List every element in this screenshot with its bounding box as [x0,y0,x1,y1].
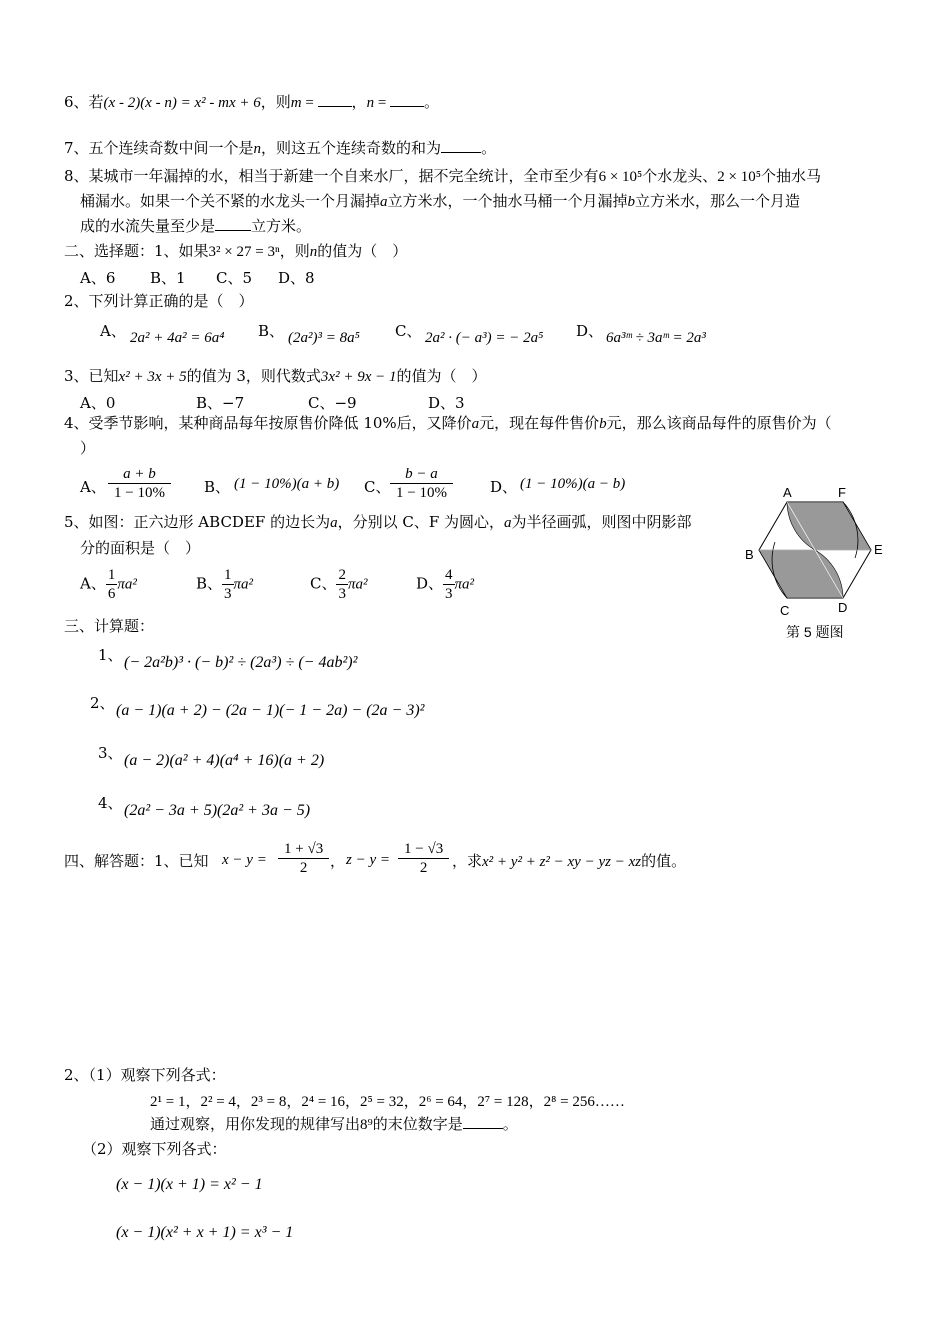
s4-n2: 1 − √3 [398,840,449,859]
q3-e2: 3x² + 9x − 1 [320,369,397,385]
q6-blank-n [390,92,424,107]
s2-opt-d: D、8 [278,269,315,287]
q5-opt-c [310,566,368,603]
s2-post2: 的值为（ ） [317,242,408,260]
q5-c-label: C、 [310,574,337,593]
q3-e1: x² + 3x + 5 [118,369,187,385]
q4-l1b: 元，现在每件售价 [479,414,600,432]
figure-caption: 第 5 题图 [786,624,844,640]
s2-opt-a: A、6 [80,269,116,287]
s4-d1: 2 [299,860,308,876]
q6-end: 。 [424,93,440,111]
section3-title: 三、计算题： [64,617,155,635]
calc-2-expr: (a − 1)(a + 2) − (2a − 1)(− 1 − 2a) − (2a − 3)² [116,702,425,719]
s4-post: 的值。 [641,852,687,870]
label-b: B [745,547,754,562]
q5-d-den: 3 [445,586,453,602]
q2-opt-d-label: D、 [576,322,604,340]
q6-mid: ，则 [260,93,291,111]
shaded-region-bottom [759,550,843,598]
q7-post: ，则这五个连续奇数的和为 [261,139,442,157]
q5-c-tail: πa² [347,576,368,593]
q5-l1b: ，分别以 C、F 为圆心， [337,513,504,531]
q8-l2b: 立方米水，一个抽水马桶一个月漏掉 [387,192,628,210]
calc-1-expr: (− 2a²b)³ · (− b)² ÷ (2a³) ÷ (− 4ab²)² [124,654,358,671]
q3-line [64,366,487,387]
q7-line [64,138,496,159]
q4-c-den: 1 − 10% [396,485,447,501]
q4-opt-a-frac [108,465,171,502]
q2b-formula2: (x − 1)(x² + x + 1) = x³ − 1 [116,1224,294,1241]
q4-opt-b-label: B、 [204,478,231,496]
q5-b-tail: πa² [233,576,254,593]
q4-line2: ） [80,439,96,457]
q5-b-label: B、 [196,574,223,593]
label-f: F [838,485,846,500]
q4-l1a: 4、受季节影响，某种商品每年按原售价降低 10%后，又降价 [64,414,472,432]
q4-opt-a-label: A、 [80,478,106,496]
q4-opt-c-label: C、 [364,478,391,496]
q3-mid: 的值为 3，则代数式 [186,367,321,385]
q3-pre: 3、已知 [64,367,119,385]
q8-l2c: 立方米水，那么一个月造 [635,192,801,210]
q6-blank-m [318,92,352,107]
s4-e3: x² + y² + z² − xy − yz − xz [482,854,642,870]
q7-end: 。 [481,139,497,157]
q6-label: 6、若 [64,93,104,111]
s2-expr: 3² × 27 = 3ⁿ [208,244,280,260]
q6-eq: = [301,95,318,111]
q5-a-num: 1 [107,567,116,583]
q5-d-tail: πa² [454,576,475,593]
q8-a: a [380,194,388,210]
shaded-region-top [787,502,871,550]
q8-l1b: 个水龙头、 [642,167,718,185]
q4-l1c: 元，那么该商品每件的原售价为（ [606,414,832,432]
q2-opt-a-label: A、 [100,322,126,340]
s4-e1: x − y = [222,852,267,868]
q4-a-num: a + b [108,465,171,484]
q5-a2: a [504,515,512,531]
q5-line2: 分的面积是（ ） [80,539,201,557]
q5-b-num: 1 [224,567,232,583]
label-e: E [874,542,883,557]
q7-var: n [253,141,262,157]
q8-v1: 6 × 10⁵ [598,169,643,185]
q5-d-num: 4 [445,567,453,583]
s4-mid [452,850,686,871]
calc-3-expr: (a − 2)(a² + 4)(a⁴ + 16)(a + 2) [124,752,325,769]
s4-mid-text: ，求 [452,852,483,870]
calc-1-num: 1、 [98,646,123,664]
s4-d2: 2 [419,860,428,876]
q5-l1c: 为半径画弧，则图中阴影部 [511,513,692,531]
q3-opt-b: B、−7 [196,394,245,412]
s4-frac1 [278,840,329,877]
q5-opt-d [416,566,474,603]
q2-opt-c-expr: 2a² · (− a³) = − 2a⁵ [425,330,544,346]
q6-expr: (x - 2)(x - n) = x² - mx + 6 [103,95,261,111]
q2b-l3b: 的末位数字是 [372,1115,463,1133]
s2-opt-b: B、1 [150,269,186,287]
q2-opt-b-label: B、 [258,322,285,340]
q7-blank [441,138,481,153]
q5-a-label: A、 [80,574,106,593]
s2-opt-c: C、5 [216,269,253,287]
s2-n: n [309,244,318,260]
q6-m: m [290,95,302,111]
q4-line1 [64,413,832,434]
q3-opt-d: D、3 [428,394,465,412]
s4-frac2 [398,840,449,877]
q2b-line4: （2）观察下列各式： [82,1140,227,1158]
q7-pre: 7、五个连续奇数中间一个是 [64,139,254,157]
q8-line1 [64,166,821,187]
q4-opt-b-expr: (1 − 10%)(a + b) [234,476,340,492]
q5-a-tail: πa² [117,576,137,593]
q3-opt-a: A、0 [80,394,116,412]
q2-opt-c-label: C、 [395,322,422,340]
label-a: A [783,485,792,500]
q5-b-den: 3 [224,586,232,602]
q2-opt-b-expr: (2a²)³ = 8a⁵ [288,330,360,346]
q4-a-den: 1 − 10% [114,485,165,501]
q4-b: b [599,416,607,432]
q2b-line3 [150,1113,518,1134]
section2-title [64,241,407,262]
q6-sep: ， [351,93,367,111]
q5-c-den: 3 [338,586,346,602]
q8-l3b: 立方米。 [251,217,312,235]
q8-blank [215,216,251,231]
s4-sep: ， [330,852,346,870]
q4-a: a [471,416,480,432]
q5-line1 [64,512,692,533]
q8-l2a: 桶漏水。如果一个关不紧的水龙头一个月漏掉 [80,192,381,210]
q2b-formula1: (x − 1)(x + 1) = x² − 1 [116,1176,263,1193]
q2b-line1: 2、（1）观察下列各式： [64,1066,226,1084]
q2-stem: 2、下列计算正确的是（ ） [64,292,254,310]
q4-opt-d-expr: (1 − 10%)(a − b) [520,476,626,492]
label-c: C [780,603,790,618]
q5-c-num: 2 [338,567,346,583]
s2-post: ，则 [279,242,310,260]
q2-opt-d-expr: 6a³ᵐ ÷ 3aᵐ = 2a³ [606,330,706,346]
q5-a: a [330,515,338,531]
s4-n1: 1 + √3 [278,840,329,859]
q8-l1c: 个抽水马 [760,167,821,185]
q2b-blank [463,1114,503,1129]
q8-v2: 2 × 10⁵ [717,169,761,185]
q5-opt-b [196,566,253,603]
q8-l1a: 8、某城市一年漏掉的水，相当于新建一个自来水厂，据不完全统计，全市至少有 [64,167,599,185]
q2b-e: 8⁹ [360,1117,373,1133]
calc-4-num: 4、 [98,794,123,812]
label-d: D [838,600,848,615]
q4-c-num: b − a [390,465,453,484]
q8-line3 [80,216,311,236]
hexagon-figure [740,484,890,644]
q3-opt-c: C、−9 [308,394,357,412]
q5-l1a: 5、如图：正六边形 ABCDEF 的边长为 [64,513,331,531]
q8-b: b [627,194,636,210]
q5-a-den: 6 [107,586,116,602]
q8-l3a: 成的水流失量至少是 [80,217,216,235]
q2-opt-a-expr: 2a² + 4a² = 6a⁴ [130,330,225,346]
section4-title: 四、解答题：1、已知 [64,852,209,870]
q2b-l3c: 。 [502,1115,518,1133]
calc-4-expr: (2a² − 3a + 5)(2a² + 3a − 5) [124,802,311,819]
q6-line: 6、若(x - 2)(x - n) = x² - mx + 6，则m = ，n = 。 [64,93,440,111]
q2b-powers: 2¹ = 1，2² = 4，2³ = 8，2⁴ = 16，2⁵ = 32，2⁶ = 64，2⁷ = 128，2⁸ = 256…… [150,1094,625,1110]
s2-title: 二、选择题：1、如果 [64,242,209,260]
q4-opt-d-label: D、 [490,478,518,496]
q8-line2 [80,191,800,212]
q2b-l3a: 通过观察，用你发现的规律写出 [150,1115,361,1133]
calc-2-num: 2、 [90,694,115,712]
calc-3-num: 3、 [98,744,123,762]
q5-d-label: D、 [416,574,444,593]
q4-opt-c-frac [390,465,453,502]
q6-n: n [366,95,375,111]
q3-post: 的值为（ ） [396,367,487,385]
s4-e2: z − y = [346,852,390,868]
q5-opt-a [80,566,137,603]
